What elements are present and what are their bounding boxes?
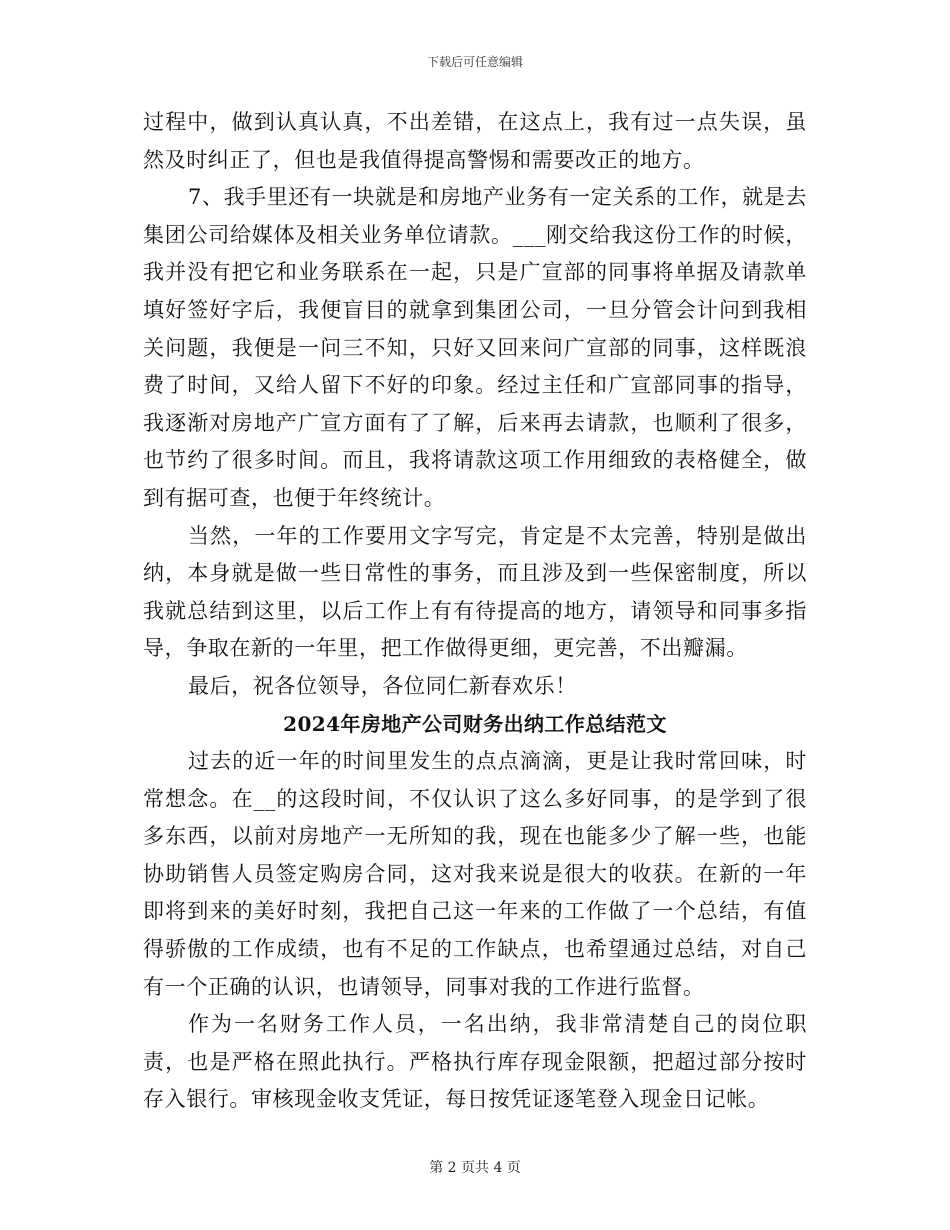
section-title: 2024年房地产公司财务出纳工作总结范文 [283,711,667,736]
page-footer: 第 2 页共 4 页 [429,1160,521,1176]
paragraph-intro: 过去的近一年的时间里发生的点点滴滴，更是让我时常回味，时常想念。在__的这段时间，不仅认识了这么多好同事，的是学到了很多东西，以前对房地产一无所知的我，现在也能多少了解一些，也能协助销售人员签定购房合同，这对我来说是很大的收获。在新的一年即将到来的美好时刻，我把自己这一年来的工作做了一个总结，有值得骄傲的工作成绩，也有不足的工作缺点，也希望通过总结，对自己有一个正确的认识，也请领导，同事对我的工作进行监督。 [143,749,807,999]
paragraph-conclusion: 当然，一年的工作要用文字写完，肯定是不太完善，特别是做出纳，本身就是做一些日常性的事务，而且涉及到一些保密制度，所以我就总结到这里，以后工作上有有待提高的地方，请领导和同事多指导，争取在新的一年里，把工作做得更细，更完善，不出瓣漏。 [143,523,807,661]
paragraph-continuation: 过程中，做到认真认真，不出差错，在这点上，我有过一点失误，虽然及时纠正了，但也是我值得提高警惕和需要改正的地方。 [143,110,807,172]
paragraph-duties: 作为一名财务工作人员，一名出纳，我非常清楚自己的岗位职责，也是严格在照此执行。严格执行库存现金限额，把超过部分按时存入银行。审核现金收支凭证，每日按凭证逐笔登入现金日记帐。 [143,1012,807,1112]
document-body [143,104,807,1119]
paragraph-item-7: 7、我手里还有一块就是和房地产业务有一定关系的工作，就是去集团公司给媒体及相关业务单位请款。___刚交给我这份工作的时候，我并没有把它和业务联系在一起，只是广宣部的同事将单据及请款单填好签好字后，我便盲目的就拿到集团公司，一旦分管会计问到我相关问题，我便是一问三不知，只好又回来问广宣部的同事，这样既浪费了时间，又给人留下不好的印象。经过主任和广宣部同事的指导，我逐渐对房地产广宣方面有了了解，后来再去请款，也顺利了很多，也节约了很多时间。而且，我将请款这项工作用细致的表格健全，做到有据可查，也便于年终统计。 [143,185,807,510]
paragraph-closing-wish: 最后，祝各位领导，各位同仁新春欢乐！ [188,673,577,698]
page-header: 下载后可任意编辑 [426,55,523,69]
